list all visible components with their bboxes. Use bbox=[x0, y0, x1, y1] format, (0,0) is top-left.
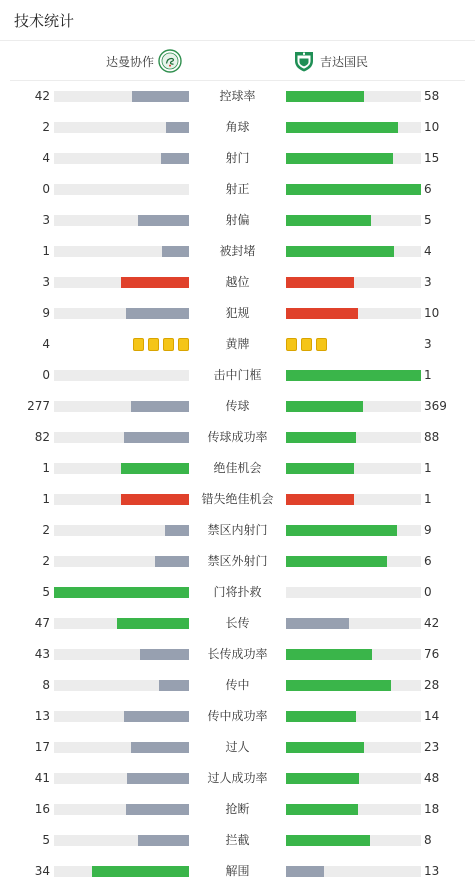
stat-row bbox=[0, 236, 475, 267]
away-stat-value: 1 bbox=[424, 368, 432, 382]
home-stat-bar-fill bbox=[131, 401, 189, 412]
stat-label: 黄牌 bbox=[225, 337, 250, 351]
away-stat-bar bbox=[286, 804, 421, 815]
home-stat-bar-fill bbox=[159, 680, 189, 691]
away-stat-value: 6 bbox=[424, 554, 432, 568]
away-stat-bar-fill bbox=[286, 649, 372, 660]
stat-row bbox=[0, 670, 475, 701]
stat-label: 错失绝佳机会 bbox=[201, 492, 274, 506]
away-stat-bar-fill bbox=[286, 153, 393, 164]
away-stat-value: 58 bbox=[424, 89, 440, 103]
home-stat-value: 4 bbox=[42, 337, 50, 351]
home-stat-bar bbox=[54, 494, 189, 505]
stat-label: 击中门框 bbox=[213, 368, 262, 382]
home-stat-value: 4 bbox=[42, 151, 50, 165]
away-stat-bar-fill bbox=[286, 184, 421, 195]
away-stat-bar-fill bbox=[286, 525, 397, 536]
away-stat-bar bbox=[286, 773, 421, 784]
away-stat-value: 88 bbox=[424, 430, 440, 444]
away-stat-value: 369 bbox=[424, 399, 447, 413]
home-stat-bar-fill bbox=[127, 773, 189, 784]
home-stat-value: 17 bbox=[34, 740, 50, 754]
home-stat-value: 34 bbox=[34, 864, 50, 878]
home-stat-value: 43 bbox=[34, 647, 50, 661]
home-stat-bar-fill bbox=[121, 277, 189, 288]
home-stat-bar bbox=[54, 742, 189, 753]
home-stat-value: 277 bbox=[27, 399, 50, 413]
home-stat-value: 16 bbox=[34, 802, 50, 816]
away-stat-bar bbox=[286, 308, 421, 319]
stat-label: 抢断 bbox=[225, 802, 250, 816]
stat-row bbox=[0, 143, 475, 174]
yellow-card-icon bbox=[148, 338, 159, 351]
home-stat-bar bbox=[54, 91, 189, 102]
away-team-name: 吉达国民 bbox=[320, 54, 369, 69]
away-stat-value: 1 bbox=[424, 461, 432, 475]
stat-label: 禁区外射门 bbox=[207, 554, 268, 568]
stat-label: 绝佳机会 bbox=[213, 461, 262, 475]
yellow-card-icon bbox=[316, 338, 327, 351]
home-stat-value: 42 bbox=[34, 89, 50, 103]
stat-label: 射门 bbox=[225, 151, 250, 165]
stat-label: 解围 bbox=[225, 864, 250, 878]
home-stat-bar-fill bbox=[140, 649, 189, 660]
away-stat-bar bbox=[286, 680, 421, 691]
stat-label: 越位 bbox=[225, 275, 250, 289]
home-stat-value: 82 bbox=[34, 430, 50, 444]
away-stat-value: 23 bbox=[424, 740, 440, 754]
away-stat-bar-fill bbox=[286, 556, 387, 567]
home-stat-bar bbox=[54, 866, 189, 877]
home-stat-value: 2 bbox=[42, 523, 50, 537]
home-stat-value: 1 bbox=[42, 244, 50, 258]
away-stat-bar bbox=[286, 618, 421, 629]
away-stat-value: 0 bbox=[424, 585, 432, 599]
stat-row bbox=[0, 81, 475, 112]
home-stat-value: 5 bbox=[42, 585, 50, 599]
home-stat-bar bbox=[54, 525, 189, 536]
home-stat-bar bbox=[54, 432, 189, 443]
stat-row bbox=[0, 856, 475, 887]
stat-label: 传中成功率 bbox=[207, 709, 268, 723]
home-stat-bar-fill bbox=[138, 835, 189, 846]
away-stat-bar bbox=[286, 711, 421, 722]
away-stat-bar-fill bbox=[286, 463, 354, 474]
stat-row bbox=[0, 546, 475, 577]
home-stat-value: 2 bbox=[42, 120, 50, 134]
away-stat-bar bbox=[286, 153, 421, 164]
stat-label: 长传 bbox=[225, 616, 250, 630]
home-stat-value: 13 bbox=[34, 709, 50, 723]
stat-row bbox=[0, 422, 475, 453]
away-stat-bar bbox=[286, 246, 421, 257]
home-stat-bar bbox=[54, 618, 189, 629]
stat-label: 射正 bbox=[225, 182, 250, 196]
away-stat-value: 5 bbox=[424, 213, 432, 227]
away-stat-bar-fill bbox=[286, 773, 359, 784]
away-stat-bar-fill bbox=[286, 618, 349, 629]
away-stat-bar bbox=[286, 556, 421, 567]
away-stat-bar bbox=[286, 494, 421, 505]
home-stat-bar-fill bbox=[161, 153, 189, 164]
stat-label: 过人 bbox=[225, 740, 250, 754]
stat-row bbox=[0, 484, 475, 515]
home-stat-value: 3 bbox=[42, 213, 50, 227]
stat-row bbox=[0, 267, 475, 298]
stat-label: 拦截 bbox=[225, 833, 250, 847]
home-stat-value: 5 bbox=[42, 833, 50, 847]
yellow-card-icon bbox=[178, 338, 189, 351]
away-stat-bar-fill bbox=[286, 246, 394, 257]
page-title: 技术统计 bbox=[14, 11, 75, 30]
away-stat-bar bbox=[286, 866, 421, 877]
stat-row bbox=[0, 763, 475, 794]
home-stat-bar bbox=[54, 153, 189, 164]
stat-label: 角球 bbox=[225, 120, 250, 134]
home-stat-bar bbox=[54, 277, 189, 288]
home-stat-bar-fill bbox=[138, 215, 189, 226]
away-stat-bar-fill bbox=[286, 370, 421, 381]
stat-row bbox=[0, 329, 475, 360]
away-stat-value: 28 bbox=[424, 678, 440, 692]
dammam-crest-icon bbox=[158, 49, 182, 73]
yellow-card-icon bbox=[133, 338, 144, 351]
stat-label: 被封堵 bbox=[219, 244, 256, 258]
home-stat-bar-fill bbox=[124, 432, 189, 443]
stat-label: 控球率 bbox=[219, 89, 256, 103]
stat-row bbox=[0, 577, 475, 608]
stat-row bbox=[0, 701, 475, 732]
away-stat-bar bbox=[286, 370, 421, 381]
home-stat-bar-fill bbox=[132, 91, 189, 102]
home-stat-bar bbox=[54, 711, 189, 722]
away-stat-value: 10 bbox=[424, 306, 440, 320]
home-stat-bar bbox=[54, 246, 189, 257]
home-stat-bar-fill bbox=[126, 804, 189, 815]
home-stat-bar-fill bbox=[124, 711, 189, 722]
home-stat-value: 0 bbox=[42, 182, 50, 196]
away-stat-bar bbox=[286, 742, 421, 753]
away-stat-bar bbox=[286, 525, 421, 536]
home-yellow-cards bbox=[133, 338, 189, 351]
away-stat-bar-fill bbox=[286, 680, 391, 691]
home-stat-bar-fill bbox=[54, 587, 189, 598]
away-stat-bar bbox=[286, 184, 421, 195]
home-stat-value: 41 bbox=[34, 771, 50, 785]
away-stat-bar bbox=[286, 122, 421, 133]
teams-bar bbox=[10, 41, 465, 81]
stat-row bbox=[0, 391, 475, 422]
home-team-name: 达曼协作 bbox=[105, 54, 154, 69]
home-stat-bar bbox=[54, 401, 189, 412]
home-stat-value: 9 bbox=[42, 306, 50, 320]
yellow-card-icon bbox=[286, 338, 297, 351]
home-stat-bar-fill bbox=[121, 494, 189, 505]
away-stat-value: 1 bbox=[424, 492, 432, 506]
stat-row bbox=[0, 453, 475, 484]
home-stat-bar bbox=[54, 308, 189, 319]
home-stat-value: 8 bbox=[42, 678, 50, 692]
away-stat-bar-fill bbox=[286, 401, 363, 412]
home-stat-bar bbox=[54, 215, 189, 226]
away-stat-value: 4 bbox=[424, 244, 432, 258]
away-stat-bar-fill bbox=[286, 804, 358, 815]
away-stat-value: 15 bbox=[424, 151, 440, 165]
home-stat-bar bbox=[54, 370, 189, 381]
stat-row bbox=[0, 174, 475, 205]
away-stat-bar-fill bbox=[286, 835, 370, 846]
stat-label: 传中 bbox=[225, 678, 250, 692]
home-stat-bar-fill bbox=[165, 525, 189, 536]
stat-label: 禁区内射门 bbox=[207, 523, 268, 537]
home-stat-bar-fill bbox=[117, 618, 189, 629]
stat-label: 犯规 bbox=[225, 306, 250, 320]
away-stat-bar-fill bbox=[286, 91, 364, 102]
home-stat-value: 2 bbox=[42, 554, 50, 568]
stat-row bbox=[0, 794, 475, 825]
away-stat-value: 3 bbox=[424, 337, 432, 351]
away-stat-value: 6 bbox=[424, 182, 432, 196]
home-stat-bar-fill bbox=[126, 308, 189, 319]
stat-row bbox=[0, 360, 475, 391]
away-stat-value: 9 bbox=[424, 523, 432, 537]
home-stat-bar-fill bbox=[162, 246, 189, 257]
home-stat-bar bbox=[54, 556, 189, 567]
home-stat-value: 47 bbox=[34, 616, 50, 630]
away-stat-value: 14 bbox=[424, 709, 440, 723]
away-stat-bar bbox=[286, 277, 421, 288]
away-yellow-cards bbox=[286, 338, 327, 351]
stat-row bbox=[0, 112, 475, 143]
stat-label: 传球成功率 bbox=[207, 430, 268, 444]
away-stat-bar bbox=[286, 649, 421, 660]
away-stat-bar bbox=[286, 463, 421, 474]
stat-row bbox=[0, 205, 475, 236]
stats-header bbox=[0, 0, 475, 41]
jeddah-crest-icon bbox=[292, 49, 316, 73]
stat-row bbox=[0, 515, 475, 546]
stat-label: 长传成功率 bbox=[207, 647, 268, 661]
away-stat-bar bbox=[286, 432, 421, 443]
home-team bbox=[106, 41, 182, 81]
yellow-card-icon bbox=[301, 338, 312, 351]
away-stat-bar-fill bbox=[286, 866, 324, 877]
away-stat-value: 10 bbox=[424, 120, 440, 134]
home-stat-bar bbox=[54, 649, 189, 660]
home-stat-value: 1 bbox=[42, 461, 50, 475]
away-stat-bar bbox=[286, 587, 421, 598]
away-stat-bar bbox=[286, 401, 421, 412]
home-stat-bar bbox=[54, 463, 189, 474]
away-stat-bar bbox=[286, 91, 421, 102]
home-stat-bar-fill bbox=[155, 556, 189, 567]
stat-label: 传球 bbox=[225, 399, 250, 413]
home-stat-bar bbox=[54, 680, 189, 691]
home-stat-bar bbox=[54, 773, 189, 784]
home-stat-value: 3 bbox=[42, 275, 50, 289]
stat-label: 过人成功率 bbox=[207, 771, 268, 785]
home-stat-bar bbox=[54, 835, 189, 846]
away-stat-bar-fill bbox=[286, 432, 356, 443]
home-stat-bar bbox=[54, 184, 189, 195]
away-stat-value: 48 bbox=[424, 771, 440, 785]
away-stat-value: 8 bbox=[424, 833, 432, 847]
stat-row bbox=[0, 608, 475, 639]
home-stat-bar bbox=[54, 122, 189, 133]
yellow-card-icon bbox=[163, 338, 174, 351]
away-stat-value: 3 bbox=[424, 275, 432, 289]
away-stat-bar bbox=[286, 835, 421, 846]
home-stat-bar-fill bbox=[131, 742, 189, 753]
home-stat-bar-fill bbox=[121, 463, 189, 474]
away-stat-bar-fill bbox=[286, 215, 371, 226]
stat-row bbox=[0, 732, 475, 763]
away-stat-bar-fill bbox=[286, 308, 358, 319]
home-stat-value: 1 bbox=[42, 492, 50, 506]
stat-row bbox=[0, 639, 475, 670]
away-stat-bar-fill bbox=[286, 711, 356, 722]
away-stat-value: 18 bbox=[424, 802, 440, 816]
stat-row bbox=[0, 298, 475, 329]
stat-row bbox=[0, 825, 475, 856]
stat-label: 门将扑救 bbox=[213, 585, 262, 599]
away-team bbox=[292, 41, 368, 81]
away-stat-bar-fill bbox=[286, 742, 364, 753]
home-stat-bar bbox=[54, 804, 189, 815]
home-stat-bar-fill bbox=[166, 122, 189, 133]
away-stat-bar-fill bbox=[286, 277, 354, 288]
away-stat-value: 13 bbox=[424, 864, 440, 878]
away-stat-value: 76 bbox=[424, 647, 440, 661]
home-stat-bar bbox=[54, 587, 189, 598]
home-stat-bar-fill bbox=[92, 866, 189, 877]
away-stat-bar-fill bbox=[286, 494, 354, 505]
away-stat-bar bbox=[286, 215, 421, 226]
away-stat-value: 42 bbox=[424, 616, 440, 630]
stat-label: 射偏 bbox=[225, 213, 250, 227]
away-stat-bar-fill bbox=[286, 122, 398, 133]
home-stat-value: 0 bbox=[42, 368, 50, 382]
